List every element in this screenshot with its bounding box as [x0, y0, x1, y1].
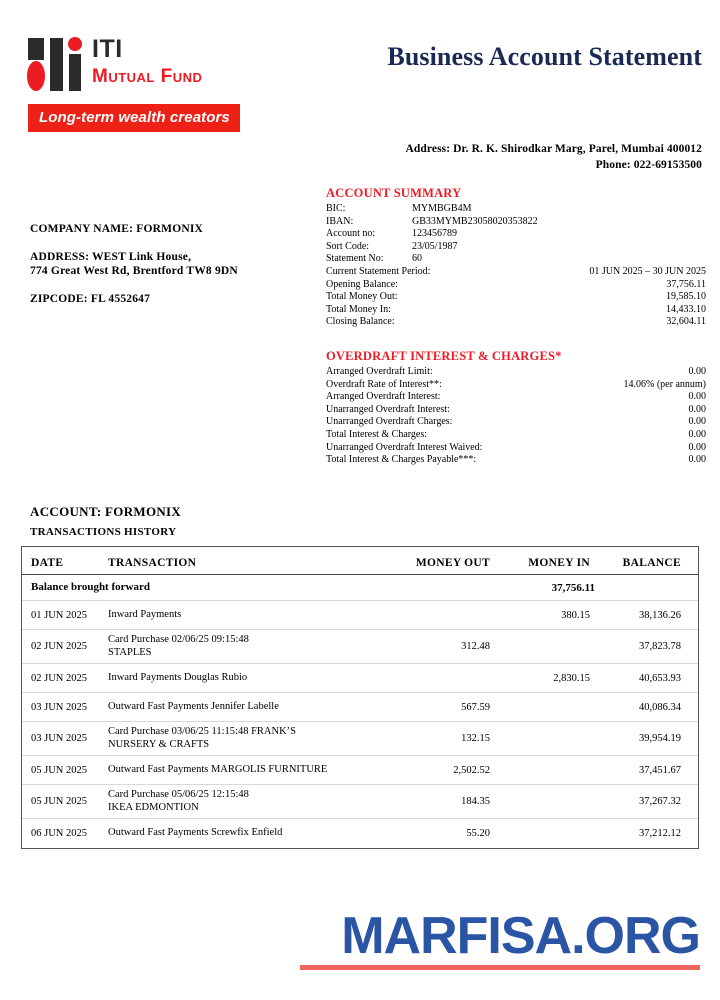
issuer-address: Address: Dr. R. K. Shirodkar Marg, Parel, Mumbai 400012: [405, 143, 702, 155]
cell-date: 06 JUN 2025: [31, 828, 88, 839]
cell-balance: 37,451.67: [639, 764, 681, 776]
summary-row: [326, 291, 706, 304]
balance-brought-forward-row: [22, 575, 698, 601]
summary-row: [326, 253, 706, 266]
summary-label: Statement No:: [326, 253, 384, 265]
summary-label: Current Statement Period:: [326, 265, 431, 277]
summary-row: [326, 241, 706, 254]
iti-logo-mark-icon: [28, 36, 86, 93]
cell-balance: 37,212.12: [639, 828, 681, 839]
overdraft-row: [326, 429, 706, 442]
summary-value: 123456789: [412, 228, 457, 240]
overdraft-row: [326, 404, 706, 417]
cell-balance: 37,823.78: [639, 641, 681, 652]
overdraft-row: [326, 442, 706, 455]
overdraft-value: 0.00: [688, 365, 706, 377]
cell-transaction: Outward Fast Payments Jennifer Labelle: [108, 700, 279, 712]
table-row: [22, 722, 698, 756]
cell-money-out: [380, 611, 490, 619]
table-row: [22, 630, 698, 664]
cell-transaction: Outward Fast Payments MARGOLIS FURNITURE: [108, 763, 328, 775]
table-row: [22, 664, 698, 693]
overdraft-row: [326, 416, 706, 429]
account-summary-list: [326, 203, 706, 329]
cell-date: 05 JUN 2025: [31, 796, 88, 807]
summary-label: IBAN:: [326, 215, 354, 227]
overdraft-heading: OVERDRAFT INTEREST & CHARGES*: [326, 348, 562, 363]
cell-money-in: [490, 798, 590, 806]
summary-row: [326, 279, 706, 292]
cell-money-out: 312.48: [461, 641, 490, 652]
summary-label: BIC:: [326, 203, 346, 214]
summary-label: Total Money In:: [326, 303, 391, 315]
cell-balance: 39,954.19: [639, 733, 681, 744]
watermark-underline: [300, 965, 700, 970]
summary-label: Opening Balance:: [326, 278, 398, 290]
summary-value: 37,756.11: [666, 278, 706, 290]
cell-transaction: Card Purchase 02/06/25 09:15:48 STAPLES: [108, 634, 249, 658]
cell-money-in: 380.15: [561, 609, 590, 621]
summary-label: Closing Balance:: [326, 316, 395, 328]
overdraft-value: 0.00: [688, 416, 706, 428]
overdraft-list: [326, 366, 706, 467]
brand-name-iti: ITI: [92, 35, 123, 63]
table-row: [22, 693, 698, 722]
overdraft-label: Unarranged Overdraft Charges:: [326, 416, 453, 428]
overdraft-label: Total Interest & Charges Payable***:: [326, 454, 477, 466]
cell-date: 01 JUN 2025: [31, 609, 88, 621]
cell-money-in: [490, 703, 590, 711]
table-row: [22, 819, 698, 848]
summary-row: [326, 304, 706, 317]
overdraft-value: 14.06% (per annum): [623, 378, 706, 390]
overdraft-row: [326, 454, 706, 467]
overdraft-value: 0.00: [688, 403, 706, 415]
cell-date: 03 JUN 2025: [31, 701, 88, 713]
cell-date: 02 JUN 2025: [31, 672, 88, 684]
customer-address: ADDRESS: WEST Link House, 774 Great West Rd, Brentford TW8 9DN: [30, 251, 238, 277]
cell-balance: 37,267.32: [639, 796, 681, 807]
table-header-row: [22, 547, 698, 575]
cell-balance: 38,136.26: [639, 609, 681, 621]
account-heading: ACCOUNT: FORMONIX: [30, 504, 182, 519]
summary-value: 23/05/1987: [412, 240, 458, 252]
cell-money-in: [490, 643, 590, 651]
cell-money-in: [490, 735, 590, 743]
customer-name: COMPANY NAME: FORMONIX: [30, 223, 204, 235]
overdraft-label: Overdraft Rate of Interest**:: [326, 378, 442, 390]
cell-date: 05 JUN 2025: [31, 764, 88, 776]
brand-logo: [28, 36, 243, 132]
account-summary-heading: ACCOUNT SUMMARY: [326, 186, 462, 200]
summary-row: [326, 228, 706, 241]
summary-value: 60: [412, 253, 422, 265]
cell-date: 02 JUN 2025: [31, 641, 88, 652]
cell-money-in: 2,830.15: [553, 672, 590, 684]
page-title: Business Account Statement: [387, 42, 702, 71]
cell-transaction: Inward Payments: [108, 608, 182, 620]
overdraft-value: 0.00: [688, 428, 706, 440]
column-header-transaction: TRANSACTION: [108, 557, 197, 569]
overdraft-value: 0.00: [688, 391, 706, 403]
table-row: [22, 601, 698, 630]
overdraft-row: [326, 391, 706, 404]
cell-money-out: 55.20: [466, 828, 490, 839]
customer-details: [30, 222, 238, 306]
summary-value: GB33MYMB23058020353822: [412, 215, 538, 227]
brought-forward-balance: 37,756.11: [551, 581, 595, 594]
summary-value: 32,604.11: [666, 316, 706, 328]
overdraft-label: Arranged Overdraft Limit:: [326, 365, 433, 377]
issuer-phone: Phone: 022-69153500: [595, 159, 702, 171]
cell-date: 03 JUN 2025: [31, 733, 88, 744]
summary-label: Account no:: [326, 228, 376, 240]
cell-money-out: 2,502.52: [453, 764, 490, 776]
summary-value: 14,433.10: [666, 303, 706, 315]
overdraft-label: Unarranged Overdraft Interest:: [326, 403, 450, 415]
summary-value: MYMBGB4M: [412, 203, 472, 214]
cell-money-in: [490, 830, 590, 838]
cell-transaction: Card Purchase 05/06/25 12:15:48 IKEA EDMONTION: [108, 789, 249, 813]
table-row: [22, 756, 698, 785]
summary-value: 19,585.10: [666, 291, 706, 303]
brand-name-mutual-fund: Mutual Fund: [92, 66, 203, 87]
column-header-date: DATE: [31, 557, 64, 569]
summary-row: [326, 316, 706, 329]
cell-transaction: Outward Fast Payments Screwfix Enfield: [108, 827, 283, 839]
column-header-money-out: MONEY OUT: [415, 557, 490, 569]
transactions-history-heading: TRANSACTIONS HISTORY: [30, 526, 177, 538]
cell-transaction: Inward Payments Douglas Rubio: [108, 671, 248, 683]
summary-panel: [326, 186, 706, 467]
overdraft-label: Total Interest & Charges:: [326, 428, 428, 440]
cell-money-out: 132.15: [461, 733, 490, 744]
watermark-text: MARFISA.ORG: [341, 907, 700, 965]
summary-row: [326, 216, 706, 229]
cell-transaction: Card Purchase 03/06/25 11:15:48 FRANK’S NURSERY & CRAFTS: [108, 726, 297, 750]
cell-money-in: [490, 766, 590, 774]
cell-balance: 40,086.34: [639, 701, 681, 713]
cell-money-out: 567.59: [461, 701, 490, 713]
cell-money-out: 184.35: [461, 796, 490, 807]
overdraft-label: Arranged Overdraft Interest:: [326, 391, 441, 403]
overdraft-row: [326, 379, 706, 392]
table-row: [22, 785, 698, 819]
transactions-table: [21, 546, 699, 849]
overdraft-value: 0.00: [688, 441, 706, 453]
column-header-money-in: MONEY IN: [528, 557, 590, 569]
brought-forward-label: Balance brought forward: [31, 581, 150, 594]
overdraft-row: [326, 366, 706, 379]
customer-zipcode: ZIPCODE: FL 4552647: [30, 293, 151, 305]
overdraft-label: Unarranged Overdraft Interest Waived:: [326, 441, 483, 453]
column-header-balance: BALANCE: [622, 557, 681, 569]
overdraft-value: 0.00: [688, 454, 706, 466]
summary-label: Sort Code:: [326, 240, 370, 252]
cell-balance: 40,653.93: [639, 672, 681, 684]
cell-money-out: [380, 674, 490, 682]
summary-value: 01 JUN 2025 – 30 JUN 2025: [589, 265, 706, 277]
summary-label: Total Money Out:: [326, 291, 398, 303]
summary-row: [326, 266, 706, 279]
watermark: [300, 908, 700, 970]
brand-tagline: Long-term wealth creators: [28, 104, 240, 132]
summary-row: [326, 203, 706, 216]
